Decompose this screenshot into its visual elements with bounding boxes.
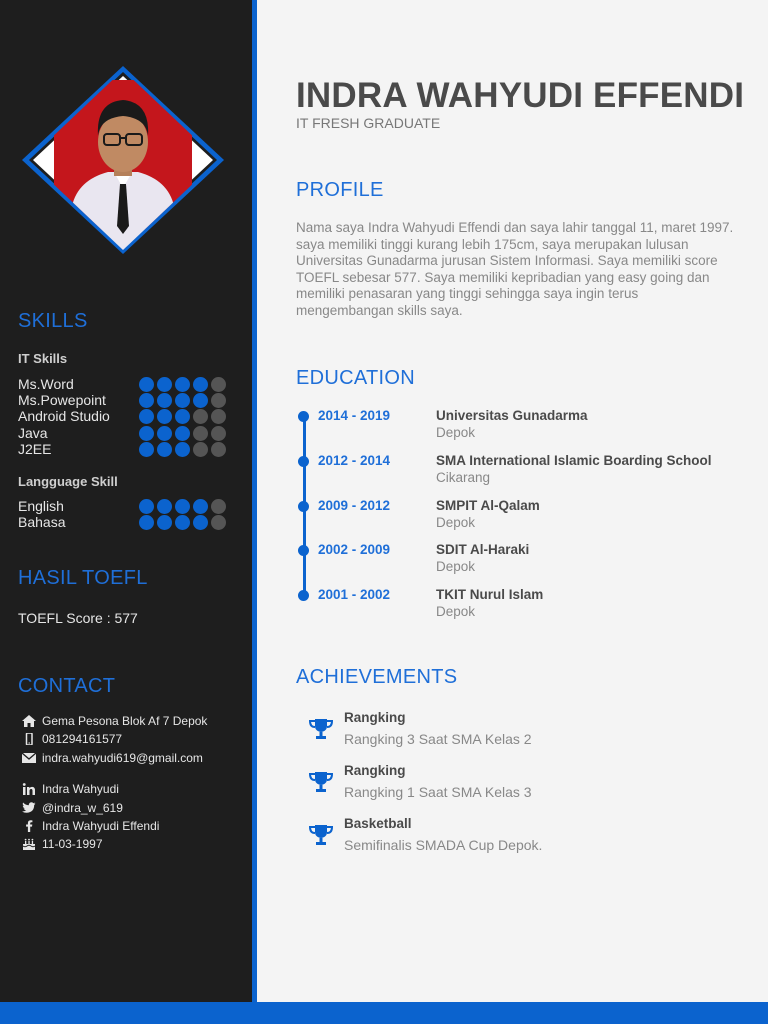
- skill-dot-filled: [175, 499, 190, 514]
- education-location: Depok: [436, 559, 476, 574]
- achievement-description: Rangking 3 Saat SMA Kelas 2: [344, 731, 532, 747]
- contact-text: 081294161577: [42, 732, 123, 746]
- achievement-item: [308, 816, 728, 864]
- achievement-description: Rangking 1 Saat SMA Kelas 3: [344, 784, 532, 800]
- contact-text: Indra Wahyudi Effendi: [42, 819, 160, 833]
- skill-dot-filled: [157, 515, 172, 530]
- skill-row: [18, 408, 233, 424]
- contact-address: [22, 713, 242, 729]
- skill-dot-filled: [193, 393, 208, 408]
- skill-dot-filled: [175, 515, 190, 530]
- achievement-description: Semifinalis SMADA Cup Depok.: [344, 837, 543, 853]
- contact-text: indra.wahyudi619@gmail.com: [42, 751, 203, 765]
- full-name: INDRA WAHYUDI EFFENDI: [296, 76, 745, 115]
- achievement-item: [308, 763, 728, 811]
- skill-dot-empty: [193, 442, 208, 457]
- skill-row: [18, 376, 233, 392]
- facebook-icon: [22, 820, 36, 832]
- skill-row: [18, 392, 233, 408]
- skill-dot-filled: [157, 426, 172, 441]
- contact-email[interactable]: [22, 750, 242, 766]
- skill-dot-filled: [139, 442, 154, 457]
- education-heading: EDUCATION: [296, 367, 415, 389]
- skill-dot-filled: [139, 377, 154, 392]
- contact-phone: [22, 731, 242, 747]
- profile-paragraph: Nama saya Indra Wahyudi Effendi dan saya lahir tanggal 11, maret 1997. saya memiliki tinggi kurang lebih 175cm, saya merupakan lulusan Universitas Gunadarma jurusan Sistem Informasi. Saya memiliki score TOEFL sebesar 577. Saya memiliki kepribadian yang easy going dan memiliki penasaran yang tinggi sehingga saya ingin terus mengembangan skills saya.: [296, 220, 734, 318]
- education-school: Universitas Gunadarma: [436, 408, 588, 423]
- home-icon: [22, 715, 36, 727]
- education-years: 2001 - 2002: [318, 587, 391, 602]
- achievement-title: Rangking: [344, 763, 406, 778]
- education-entry: [296, 542, 756, 578]
- timeline-bullet: [298, 501, 309, 512]
- contact-twitter[interactable]: [22, 800, 242, 816]
- footer-bar: [0, 1002, 768, 1024]
- skill-dot-empty: [211, 442, 226, 457]
- skill-dot-filled: [157, 393, 172, 408]
- skill-name: Bahasa: [18, 514, 66, 530]
- achievement-item: [308, 710, 728, 758]
- skill-dot-empty: [211, 393, 226, 408]
- birthday-cake-icon: [22, 838, 36, 850]
- skill-dot-empty: [193, 409, 208, 424]
- education-years: 2014 - 2019: [318, 408, 391, 423]
- toefl-score: TOEFL Score : 577: [18, 610, 138, 626]
- skill-name: Ms.Powepoint: [18, 392, 106, 408]
- skill-dot-filled: [157, 442, 172, 457]
- skill-row: [18, 498, 233, 514]
- education-entry: [296, 498, 756, 534]
- education-entry: [296, 408, 756, 444]
- timeline-bullet: [298, 456, 309, 467]
- contact-text: 11-03-1997: [42, 837, 103, 851]
- education-school: TKIT Nurul Islam: [436, 587, 544, 602]
- timeline-bullet: [298, 590, 309, 601]
- skill-level-dots: [139, 377, 226, 392]
- education-entry: [296, 587, 756, 623]
- sidebar-divider: [252, 0, 257, 1002]
- education-school: SMPIT Al-Qalam: [436, 498, 540, 513]
- education-location: Depok: [436, 604, 476, 619]
- skill-row: [18, 514, 233, 530]
- skill-dot-filled: [157, 499, 172, 514]
- skill-dot-filled: [139, 393, 154, 408]
- trophy-icon: [308, 824, 334, 846]
- skill-dot-filled: [157, 409, 172, 424]
- skills-heading: SKILLS: [18, 310, 88, 332]
- skill-dot-empty: [211, 515, 226, 530]
- skill-dot-filled: [175, 409, 190, 424]
- achievements-heading: ACHIEVEMENTS: [296, 666, 458, 688]
- toefl-heading: HASIL TOEFL: [18, 567, 148, 589]
- email-icon: [22, 752, 36, 764]
- profile-heading: PROFILE: [296, 179, 384, 201]
- education-location: Cikarang: [436, 470, 491, 485]
- skill-dot-empty: [211, 377, 226, 392]
- skill-dot-filled: [175, 426, 190, 441]
- education-school: SDIT Al-Haraki: [436, 542, 530, 557]
- contact-text: Indra Wahyudi: [42, 782, 119, 796]
- skill-row: [18, 425, 233, 441]
- skill-dot-filled: [139, 426, 154, 441]
- skill-name: Ms.Word: [18, 376, 74, 392]
- skill-dot-empty: [211, 499, 226, 514]
- profile-photo: [22, 66, 224, 254]
- education-school: SMA International Islamic Boarding School: [436, 453, 712, 468]
- timeline-bullet: [298, 545, 309, 556]
- skill-level-dots: [139, 442, 226, 457]
- skill-dot-empty: [211, 409, 226, 424]
- job-title: IT FRESH GRADUATE: [296, 115, 441, 131]
- skill-dot-filled: [193, 515, 208, 530]
- education-location: Depok: [436, 515, 476, 530]
- education-years: 2002 - 2009: [318, 542, 391, 557]
- skill-name: J2EE: [18, 441, 52, 457]
- skill-row: [18, 441, 233, 457]
- achievement-title: Rangking: [344, 710, 406, 725]
- contact-text: @indra_w_619: [42, 801, 123, 815]
- skill-dot-empty: [211, 426, 226, 441]
- skill-level-dots: [139, 393, 226, 408]
- achievement-title: Basketball: [344, 816, 412, 831]
- timeline-bullet: [298, 411, 309, 422]
- skill-level-dots: [139, 409, 226, 424]
- skill-dot-filled: [175, 442, 190, 457]
- phone-icon: [22, 733, 36, 745]
- trophy-icon: [308, 718, 334, 740]
- skill-level-dots: [139, 499, 226, 514]
- skill-level-dots: [139, 515, 226, 530]
- twitter-icon: [22, 802, 36, 814]
- contact-birthday: [22, 836, 242, 852]
- contact-facebook[interactable]: [22, 818, 242, 834]
- skill-dot-filled: [193, 377, 208, 392]
- skill-dot-filled: [193, 499, 208, 514]
- skill-dot-filled: [175, 393, 190, 408]
- education-entry: [296, 453, 756, 489]
- education-years: 2012 - 2014: [318, 453, 391, 468]
- skill-name: Java: [18, 425, 48, 441]
- trophy-icon: [308, 771, 334, 793]
- contact-linkedin[interactable]: [22, 781, 242, 797]
- skill-dot-filled: [157, 377, 172, 392]
- it-skills-heading: IT Skills: [18, 351, 68, 366]
- language-skill-heading: Langguage Skill: [18, 474, 118, 489]
- skill-dot-filled: [175, 377, 190, 392]
- contact-heading: CONTACT: [18, 675, 116, 697]
- linkedin-icon: [22, 783, 36, 795]
- skill-level-dots: [139, 426, 226, 441]
- skill-dot-filled: [139, 409, 154, 424]
- contact-text: Gema Pesona Blok Af 7 Depok: [42, 714, 208, 728]
- skill-name: English: [18, 498, 64, 514]
- skill-dot-filled: [139, 515, 154, 530]
- skill-name: Android Studio: [18, 408, 110, 424]
- skill-dot-filled: [139, 499, 154, 514]
- education-years: 2009 - 2012: [318, 498, 391, 513]
- education-location: Depok: [436, 425, 476, 440]
- skill-dot-empty: [193, 426, 208, 441]
